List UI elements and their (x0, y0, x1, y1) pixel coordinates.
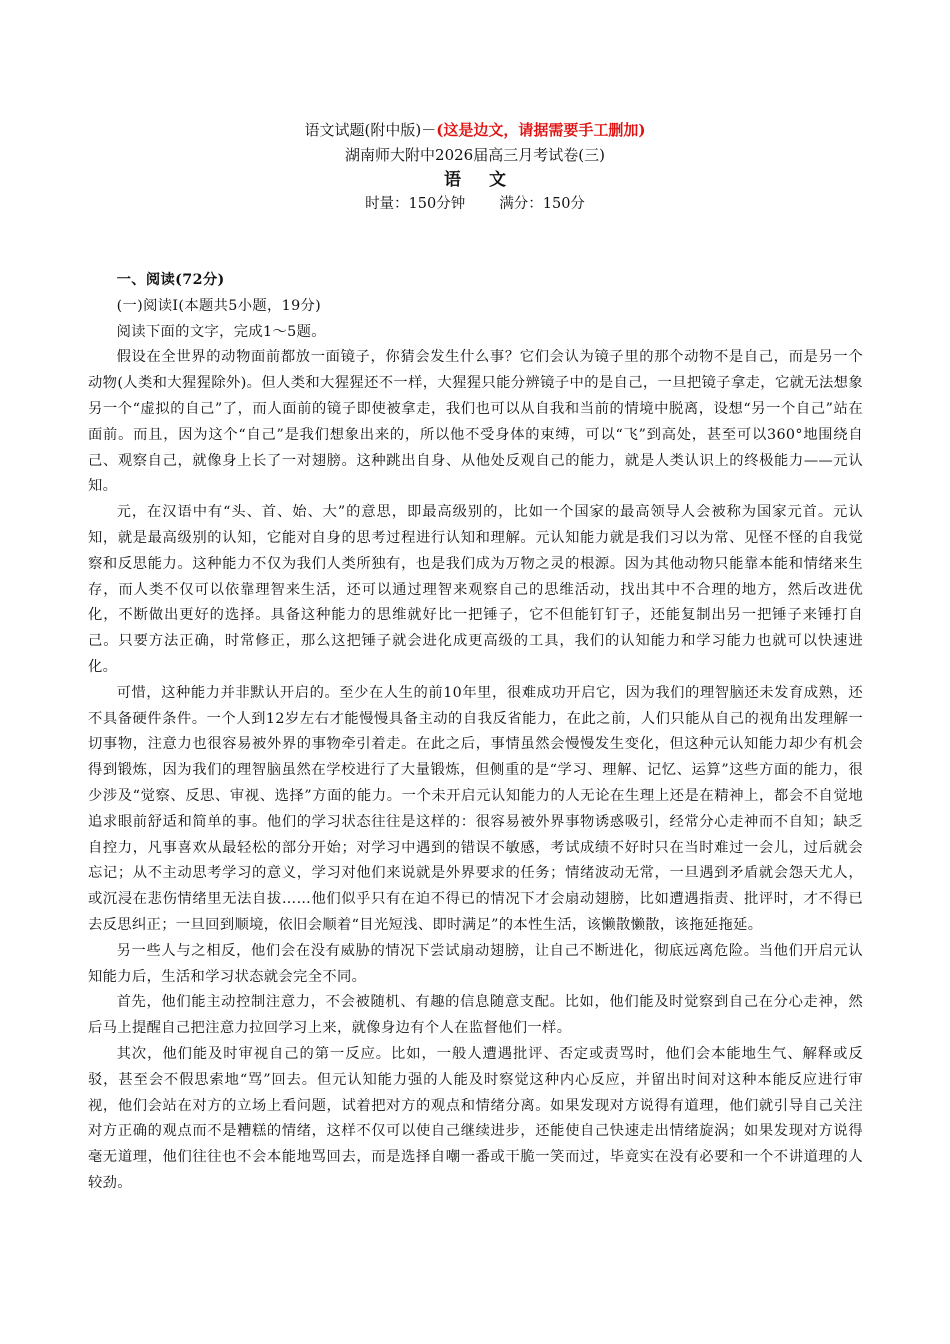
subject-char-1: 语 (444, 170, 461, 190)
section-title: 一、阅读(72分) (116, 272, 225, 288)
section-subtitle: (一)阅读Ⅰ(本题共5小题，19分) (116, 297, 322, 314)
subject-char-2: 文 (489, 170, 506, 190)
exam-title: 湖南师大附中2026届高三月考试卷(三) (345, 146, 605, 164)
full-score: 满分：150分 (499, 196, 585, 212)
header-margin-line (0, 119, 950, 141)
subject-title (0, 168, 950, 192)
time-limit: 时量：150分钟 (365, 196, 466, 212)
exam-series-label: 语文试题(附中版)－ (304, 121, 437, 139)
exam-info (0, 193, 950, 215)
passage-paragraph-1: 假设在全世界的动物面前都放一面镜子，你猜会发生什么事？它们会认为镜子里的那个动物不是自己，而是另一个动物(人类和大猩猩除外)。但人类和大猩猩还不一样，大猩猩只能分辨镜子中的是自己，一旦把镜子拿走，它就无法想象另一个“虚拟的自己”了，而人面前的镜子即使被拿走，我们也可以从自我和当前的情境中脱离，设想“另一个自己”站在面前。而且，因为这个“自己”是我们想象出来的，所以他不受身体的束缚，可以“飞”到高处，甚至可以360°地围绕自己、观察自己，就像身上长了一对翅膀。这种跳出自身、从他处反观自己的能力，就是人类认识上的终极能力——元认知。 (88, 349, 863, 495)
passage-paragraph-5: 首先，他们能主动控制注意力，不会被随机、有趣的信息随意支配。比如，他们能及时觉察到自己在分心走神，然后马上提醒自己把注意力拉回学习上来，就像身边有个人在监督他们一样。 (88, 994, 863, 1037)
passage-paragraph-2: 元，在汉语中有“头、首、始、大”的意思，即最高级别的，比如一个国家的最高领导人会被称为国家元首。元认知，就是最高级别的认知，它能对自身的思考过程进行认知和理解。元认知能力就是我们习以为常、见怪不怪的自我觉察和反思能力。这种能力不仅为我们人类所独有，也是我们成为万物之灵的根源。因为其他动物只能靠本能和情绪来生存，而人类不仅可以依靠理智来生活，还可以通过理智来观察自己的思维活动，找出其中不合理的地方，然后改进优化，不断做出更好的选择。具备这种能力的思维就好比一把锤子，它不但能钉钉子，还能复制出另一把锤子来锤打自己。只要方法正确，时常修正，那么这把锤子就会进化成更高级的工具，我们的认知能力和学习能力也就可以快速进化。 (88, 504, 863, 675)
passage-paragraph-3: 可惜，这种能力并非默认开启的。至少在人生的前10年里，很难成功开启它，因为我们的理智脑还未发育成熟，还不具备硬件条件。一个人到12岁左右才能慢慢具备主动的自我反省能力，在此之前，人们只能从自己的视角出发理解一切事物，注意力也很容易被外界的事物牵引着走。在此之后，事情虽然会慢慢发生变化，但这种元认知能力却少有机会得到锻炼，因为我们的理智脑虽然在学校进行了大量锻炼，但侧重的是“学习、理解、记忆、运算”这些方面的能力，很少涉及“觉察、反思、审视、选择”方面的能力。一个未开启元认知能力的人无论在生理上还是在精神上，都会不自觉地追求眼前舒适和简单的事。他们的学习状态往往是这样的：很容易被外界事物诱惑吸引，经常分心走神而不自知；缺乏自控力，凡事喜欢从最轻松的部分开始；对学习中遇到的错误不敏感，考试成绩不好时只在当时难过一会儿，过后就会忘记；从不主动思考学习的意义，学习对他们来说就是外界要求的任务；情绪波动无常，一旦遇到矛盾就会怨天尤人，或沉浸在悲伤情绪里无法自拔……他们似乎只有在迫不得已的情况下才会扇动翅膀，比如遭遇指责、批评时，才不得已去反思纠正；一旦回到顺境，依旧会顺着“目光短浅、即时满足”的本性生活，该懒散懒散，该拖延拖延。 (88, 684, 863, 933)
passage-paragraph-6: 其次，他们能及时审视自己的第一反应。比如，一般人遭遇批评、否定或责骂时，他们会本能地生气、解释或反驳，甚至会不假思索地“骂”回去。但元认知能力强的人能及时察觉这种内心反应，并留出时间对这种本能反应进行审视，他们会站在对方的立场上看问题，试着把对方的观点和情绪分离。如果发现对方说得有道理，他们就引导自己关注对方正确的观点而不是糟糕的情绪，这样不仅可以使自己继续进步，还能使自己快速走出情绪旋涡；如果发现对方说得毫无道理，他们往往也不会本能地骂回去，而是选择自嘲一番或干脆一笑而过，毕竟实在没有必要和一个不讲道理的人较劲。 (88, 1045, 863, 1191)
reading-content (88, 268, 863, 1197)
margin-note: (这是边文，请据需要手工删加) (436, 121, 646, 139)
reading-instruction: 阅读下面的文字，完成1～5题。 (116, 323, 326, 340)
passage-paragraph-4: 另一些人与之相反，他们会在没有威胁的情况下尝试扇动翅膀，让自己不断进化，彻底远离危险。当他们开启元认知能力后，生活和学习状态就会完全不同。 (88, 942, 863, 985)
